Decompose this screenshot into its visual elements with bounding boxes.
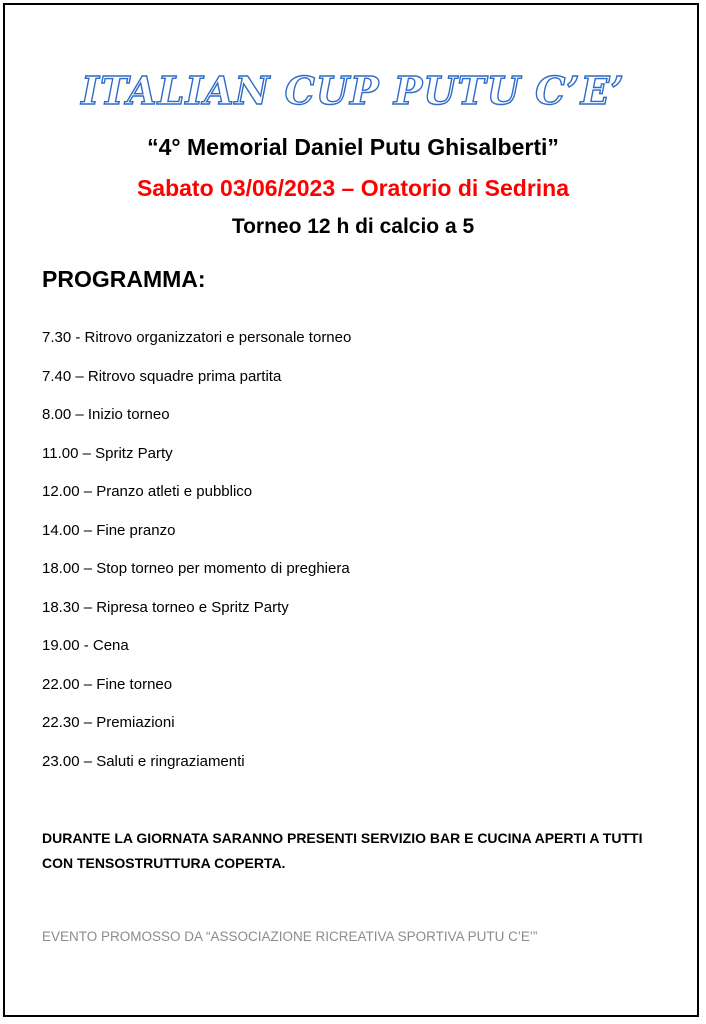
schedule-item: 19.00 - Cena — [42, 637, 129, 654]
memorial-subtitle: “4° Memorial Daniel Putu Ghisalberti” — [147, 134, 559, 160]
schedule-item: 18.30 – Ripresa torneo e Spritz Party — [42, 598, 289, 616]
schedule-item: 7.30 - Ritrovo organizzatori e personale torneo — [42, 329, 352, 346]
schedule-item: 7.40 – Ritrovo squadre prima partita — [42, 367, 282, 385]
tournament-description: Torneo 12 h di calcio a 5 — [231, 215, 475, 238]
schedule-item: 11.00 – Spritz Party — [42, 444, 173, 462]
schedule-item: 8.00 – Inizio torneo — [42, 406, 170, 423]
schedule-list — [42, 327, 351, 789]
event-title: ITALIAN CUP PUTU C’E’ — [81, 68, 625, 113]
promoter-footer: EVENTO PROMOSSO DA “ASSOCIAZIONE RICREATIVA SPORTIVA PUTU C’E’” — [42, 929, 538, 944]
services-notice: DURANTE LA GIORNATA SARANNO PRESENTI SERVIZIO BAR E CUCINA APERTI A TUTTI CON TENSOSTRUTTURA COPERTA. — [42, 830, 643, 871]
schedule-item: 14.00 – Fine pranzo — [42, 521, 176, 539]
schedule-item: 23.00 – Saluti e ringraziamenti — [42, 752, 245, 770]
date-location: Sabato 03/06/2023 – Oratorio di Sedrina — [136, 175, 570, 201]
schedule-item: 18.00 – Stop torneo per momento di preghiera — [42, 560, 350, 577]
schedule-item: 22.30 – Premiazioni — [42, 714, 175, 731]
program-heading: PROGRAMMA: — [42, 266, 206, 292]
schedule-item: 12.00 – Pranzo atleti e pubblico — [42, 483, 253, 500]
schedule-item: 22.00 – Fine torneo — [42, 675, 173, 693]
